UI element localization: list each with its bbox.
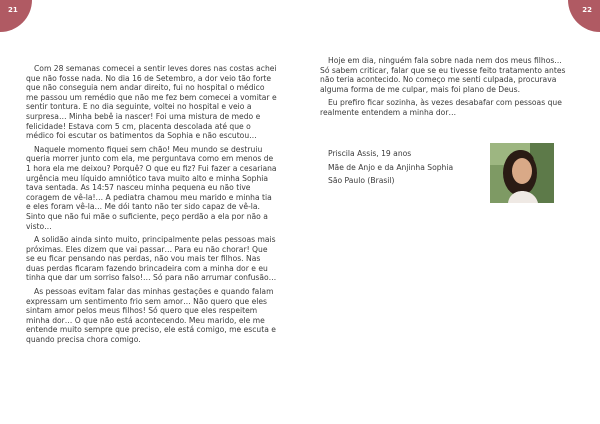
left-text-column (26, 64, 278, 349)
right-text-column (320, 56, 573, 122)
paragraph: Com 28 semanas comecei a sentir leves dores nas costas achei que não fosse nada. No dia 16 de Setembro, a dor veio tão forte que não conseguia nem andar direito, fui no hospital o médico me passou um remédio que não me fez bem comecei a vomitar e sentir tontura. E no dia seguinte, voltei no hospital e veio a surpresa… Minha bebê ia nascer! Foi uma mistura de medo e felicidade! Estava com 5 cm, placenta descolada até que o médico foi escutar os batimentos da Sophia e não escutou… (26, 64, 277, 141)
page-corner-left (0, 0, 32, 32)
author-relation: Mãe de Anjo e da Anjinha Sophia (328, 162, 454, 172)
paragraph: A solidão ainda sinto muito, principalmente pelas pessoas mais próximas. Eles dizem que vai passar… Para eu não chorar! Que se eu ficar pensando nas perdas, não vou mais ter filhos. Nas duas perdas ficaram fazendo brincadeira com a minha dor e eu tinha que dar um sorriso falso!… Só para não arrumar confusão… (26, 235, 277, 283)
page-number-right: 22 (582, 6, 592, 14)
paragraph: Hoje em dia, ninguém fala sobre nada nem dos meus filhos… Só sabem criticar, falar que se eu tivesse feito tratamento antes não teria acontecido. No começo me senti culpada, procurava alguma forma de me culpar, mais foi plano de Deus. (320, 56, 566, 94)
paragraph: Eu prefiro ficar sozinha, às vezes desabafar com pessoas que realmente entendem a minha dor… (320, 98, 562, 117)
paragraph: Naquele momento fiquei sem chão! Meu mundo se destruiu queria morrer junto com ela, me perguntava como em menos de 1 hora ela me deixou? Porquê? O que eu fiz? Fui fazer a cesariana urgência meu líquido amniótico tava muito alto e minha Sophia tava sentada. As 14:57 nasceu minha pequena eu não tive coragem de vê-la!… A pediatra chamou meu marido e minha tia e eles foram vê-la… Me dói tanto não ter sido capaz de vê-la. Sinto que não fui mãe o suficiente, peço perdão a ela por não a visto… (26, 144, 277, 231)
author-location: São Paulo (Brasil) (328, 176, 395, 185)
page-number-left: 21 (8, 6, 18, 14)
author-signature (328, 148, 478, 189)
author-name: Priscila Assis, 19 anos (328, 149, 412, 158)
paragraph: As pessoas evitam falar das minhas gestações e quando falam expressam um sentimento frio sem amor… Não quero que eles sintam amor pelos meus filhos! Só quero que eles respeitem minha dor… O que não está acontecendo. Meu marido, ele me entende muito sempre que preciso, ele está comigo, me escuta e quando precisa chora comigo. (26, 287, 276, 345)
portrait-image (490, 143, 554, 203)
page-corner-right (568, 0, 600, 32)
author-photo (490, 143, 554, 203)
